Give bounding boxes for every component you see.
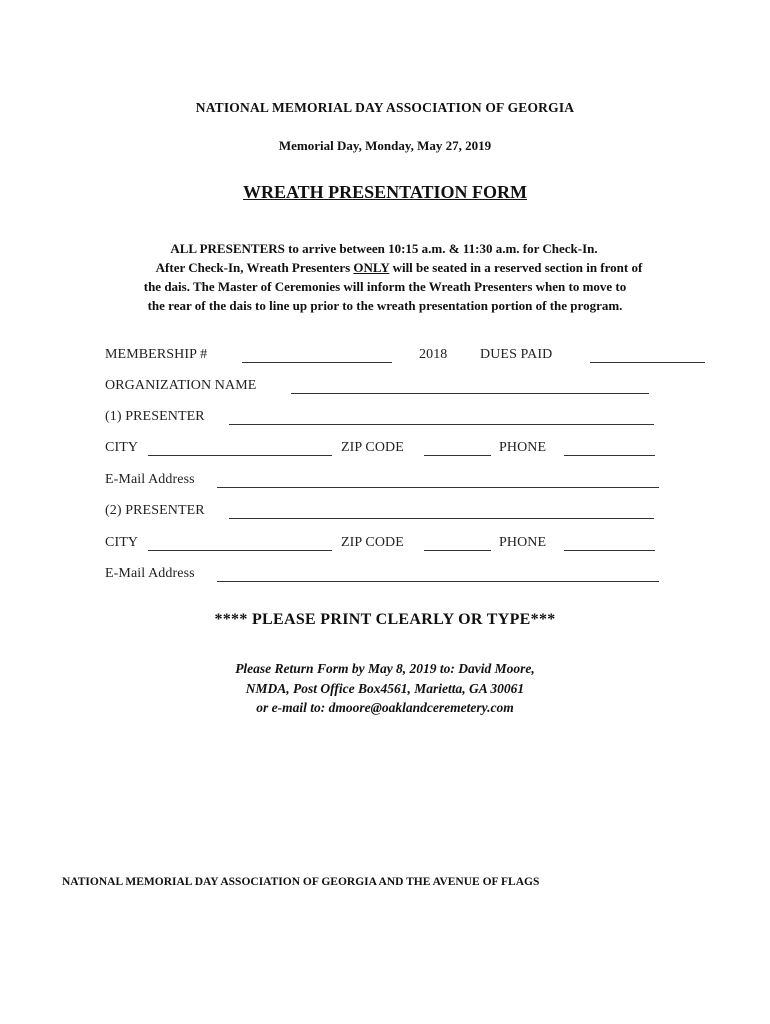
zip-code-2-field[interactable] [424, 550, 491, 551]
zip-code-1-label: ZIP CODE [341, 440, 404, 455]
organization-name-label: ORGANIZATION NAME [105, 378, 257, 393]
presenter-2-label: (2) PRESENTER [105, 503, 205, 518]
presenter-2-field[interactable] [229, 518, 654, 519]
email-1-label: E-Mail Address [105, 472, 195, 487]
membership-label: MEMBERSHIP # [105, 347, 208, 362]
form-title [0, 182, 770, 203]
phone-2-label: PHONE [499, 535, 547, 550]
return-info-line-1: Please Return Form by May 8, 2019 to: David Moore, [235, 661, 535, 676]
city-1-label: CITY [105, 440, 139, 455]
return-info-line-3: or e-mail to: dmoore@oaklandceremetery.com [256, 700, 514, 715]
email-1-field[interactable] [217, 487, 659, 488]
membership-field[interactable] [242, 362, 392, 363]
instruction-line-3: the dais. The Master of Ceremonies will inform the Wreath Presenters when to move to [143, 279, 627, 294]
dues-paid-field[interactable] [590, 362, 705, 363]
instruction-line-2-pre: After Check-In, Wreath Presenters [155, 260, 354, 275]
phone-1-field[interactable] [564, 455, 655, 456]
city-1-field[interactable] [148, 455, 332, 456]
city-2-label: CITY [105, 535, 139, 550]
zip-code-1-field[interactable] [424, 455, 491, 456]
event-date: Memorial Day, Monday, May 27, 2019 [278, 138, 492, 153]
dues-paid-label: DUES PAID [480, 347, 553, 362]
phone-2-field[interactable] [564, 550, 655, 551]
email-2-field[interactable] [217, 581, 659, 582]
presenter-1-label: (1) PRESENTER [105, 409, 205, 424]
organization-title: NATIONAL MEMORIAL DAY ASSOCIATION OF GEORGIA [195, 100, 575, 115]
instruction-line-1: ALL PRESENTERS to arrive between 10:15 a.m. & 11:30 a.m. for Check-In. [170, 241, 598, 256]
instruction-line-2 [14, 260, 770, 276]
return-info-line-2: NMDA, Post Office Box4561, Marietta, GA 30061 [245, 681, 525, 696]
year-label: 2018 [419, 347, 448, 362]
print-clearly-notice: **** PLEASE PRINT CLEARLY OR TYPE*** [214, 611, 556, 628]
phone-1-label: PHONE [499, 440, 547, 455]
footer-text: NATIONAL MEMORIAL DAY ASSOCIATION OF GEORGIA AND THE AVENUE OF FLAGS [62, 876, 540, 888]
organization-name-field[interactable] [291, 393, 649, 394]
presenter-1-field[interactable] [229, 424, 654, 425]
instruction-line-4: the rear of the dais to line up prior to the wreath presentation portion of the program. [147, 298, 623, 313]
city-2-field[interactable] [148, 550, 332, 551]
form-title-text: WREATH PRESENTATION FORM [242, 182, 528, 202]
email-2-label: E-Mail Address [105, 566, 195, 581]
instruction-line-2-post: will be seated in a reserved section in front of [389, 260, 643, 275]
zip-code-2-label: ZIP CODE [341, 535, 404, 550]
instruction-emphasis-only: ONLY [353, 260, 390, 275]
